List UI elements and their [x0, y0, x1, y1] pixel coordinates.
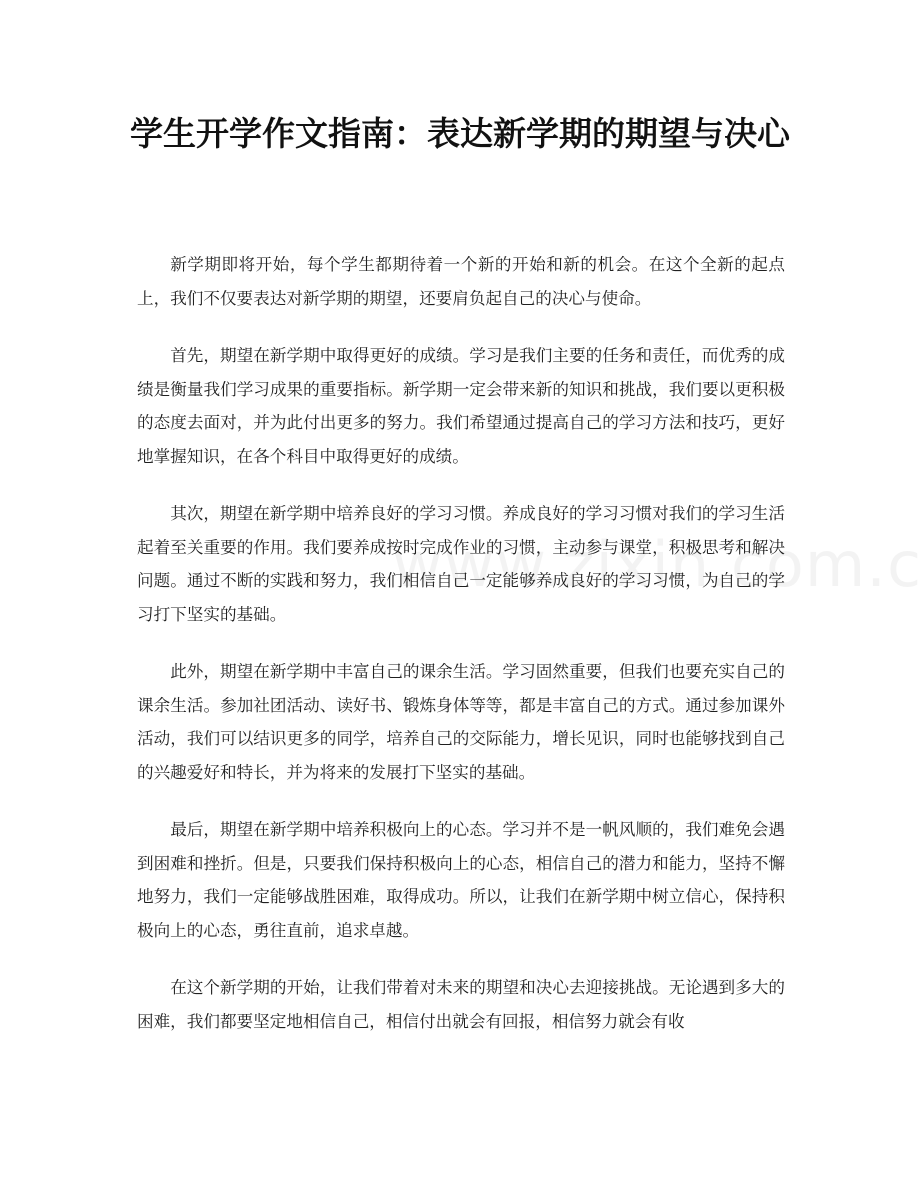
- paragraph-habits: 其次，期望在新学期中培养良好的学习习惯。养成良好的学习习惯对我们的学习生活起着至关重要的作用。我们要养成按时完成作业的习惯，主动参与课堂，积极思考和解决问题。通过不断的实践和努力，我们相信自己一定能够养成良好的学习习惯，为自己的学习打下坚实的基础。: [137, 504, 785, 624]
- document-title: 学生开学作文指南：表达新学期的期望与决心: [130, 114, 790, 153]
- paragraph-extracurricular: 此外，期望在新学期中丰富自己的课余生活。学习固然重要，但我们也要充实自己的课余生活。参加社团活动、读好书、锻炼身体等等，都是丰富自己的方式。通过参加课外活动，我们可以结识更多的同学，培养自己的交际能力，增长见识，同时也能够找到自己的兴趣爱好和特长，并为将来的发展打下坚实的基础。: [137, 662, 785, 782]
- paragraph-conclusion: 在这个新学期的开始，让我们带着对未来的期望和决心去迎接挑战。无论遇到多大的困难，我们都要坚定地相信自己，相信付出就会有回报，相信努力就会有收: [137, 978, 785, 1031]
- paragraph-grades: 首先，期望在新学期中取得更好的成绩。学习是我们主要的任务和责任，而优秀的成绩是衡量我们学习成果的重要指标。新学期一定会带来新的知识和挑战，我们要以更积极的态度去面对，并为此付出更多的努力。我们希望通过提高自己的学习方法和技巧，更好地掌握知识，在各个科目中取得更好的成绩。: [137, 346, 785, 466]
- document-body: [137, 248, 785, 1062]
- paragraph-mindset: 最后，期望在新学期中培养积极向上的心态。学习并不是一帆风顺的，我们难免会遇到困难和挫折。但是，只要我们保持积极向上的心态，相信自己的潜力和能力，坚持不懈地努力，我们一定能够战胜困难，取得成功。所以，让我们在新学期中树立信心，保持积极向上的心态，勇往直前，追求卓越。: [137, 820, 785, 940]
- paragraph-intro: 新学期即将开始，每个学生都期待着一个新的开始和新的机会。在这个全新的起点上，我们不仅要表达对新学期的期望，还要肩负起自己的决心与使命。: [137, 255, 785, 308]
